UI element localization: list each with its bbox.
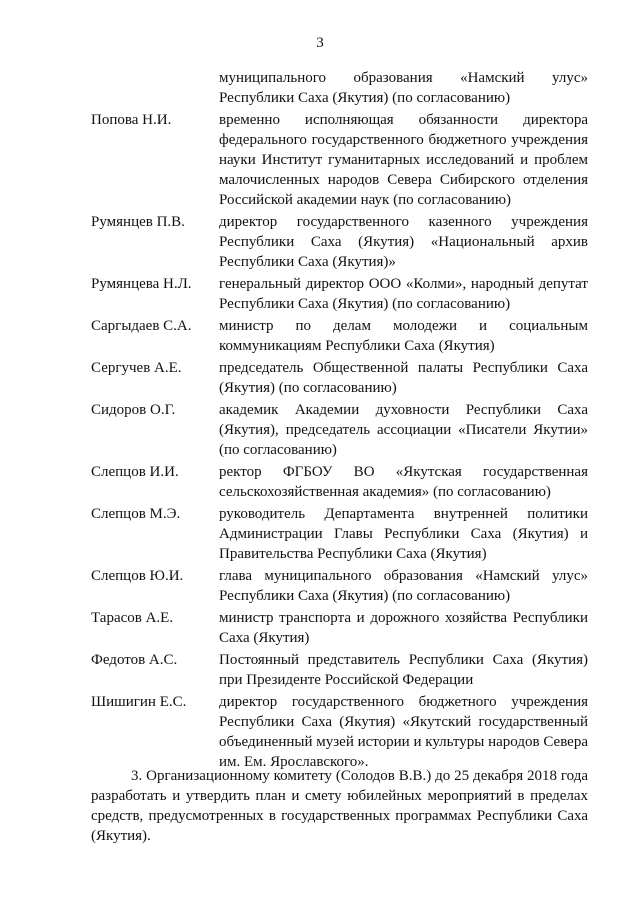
roster-row — [91, 68, 588, 108]
member-role: министр по делам молодежи и социальным коммуникациям Республики Саха (Якутия) — [219, 318, 588, 354]
committee-roster — [91, 68, 588, 774]
member-role: Постоянный представитель Республики Саха (Якутия) при Президенте Российской Федерации — [219, 652, 588, 688]
member-name: Слепцов И.И. — [91, 464, 179, 480]
roster-row — [91, 608, 588, 648]
member-name: Сергучев А.Е. — [91, 360, 182, 376]
resolution-paragraph: 3. Организационному комитету (Солодов В.В.) до 25 декабря 2018 года разработать и утвердить план и смету юбилейных мероприятий в пределах средств, предусмотренных в государственных программах Республики Саха (Якутия). — [91, 768, 588, 844]
member-role: глава муниципального образования «Намский улус» Республики Саха (Якутия) (по согласованию) — [219, 568, 588, 604]
member-role: директор государственного бюджетного учреждения Республики Саха (Якутия) «Якутский государственный объединенный музей истории и культуры народов Севера им. Ем. Ярославского». — [219, 694, 588, 770]
member-role: директор государственного казенного учреждения Республики Саха (Якутия) «Национальный архив Республики Саха (Якутия)» — [219, 214, 588, 270]
member-role: председатель Общественной палаты Республики Саха (Якутия) (по согласованию) — [219, 360, 588, 396]
member-name: Сидоров О.Г. — [91, 402, 176, 418]
member-name: Румянцев П.В. — [91, 214, 185, 230]
member-role: муниципального образования «Намский улус» Республики Саха (Якутия) (по согласованию) — [219, 70, 588, 106]
roster-row — [91, 566, 588, 606]
roster-row — [91, 692, 588, 772]
roster-row — [91, 504, 588, 564]
roster-row — [91, 274, 588, 314]
member-name: Слепцов Ю.И. — [91, 568, 184, 584]
roster-row — [91, 212, 588, 272]
roster-row — [91, 358, 588, 398]
member-name — [91, 68, 219, 108]
member-name: Федотов А.С. — [91, 652, 178, 668]
member-role: академик Академии духовности Республики Саха (Якутия), председатель ассоциации «Писатели Якутии» (по согласованию) — [219, 402, 588, 458]
roster-row — [91, 400, 588, 460]
member-name: Попова Н.И. — [91, 112, 172, 128]
member-role: генеральный директор ООО «Колми», народный депутат Республики Саха (Якутия) (по согласованию) — [219, 276, 588, 312]
member-name: Саргыдаев С.А. — [91, 318, 192, 334]
roster-row — [91, 316, 588, 356]
member-name: Румянцева Н.Л. — [91, 276, 192, 292]
page-number: 3 — [316, 35, 324, 51]
member-role: ректор ФГБОУ ВО «Якутская государственная сельскохозяйственная академия» (по согласованию) — [219, 464, 588, 500]
member-name: Слепцов М.Э. — [91, 506, 181, 522]
member-role: министр транспорта и дорожного хозяйства Республики Саха (Якутия) — [219, 610, 588, 646]
member-name: Тарасов А.Е. — [91, 610, 174, 626]
member-role: временно исполняющая обязанности директора федерального государственного бюджетного учреждения науки Институт гуманитарных исследований и проблем малочисленных народов Севера Сибирского отделения Российской академии наук (по согласованию) — [219, 112, 588, 208]
member-name: Шишигин Е.С. — [91, 694, 187, 710]
roster-row — [91, 110, 588, 210]
roster-row — [91, 462, 588, 502]
roster-row — [91, 650, 588, 690]
member-role: руководитель Департамента внутренней политики Администрации Главы Республики Саха (Якутия) и Правительства Республики Саха (Якутия) — [219, 506, 588, 562]
